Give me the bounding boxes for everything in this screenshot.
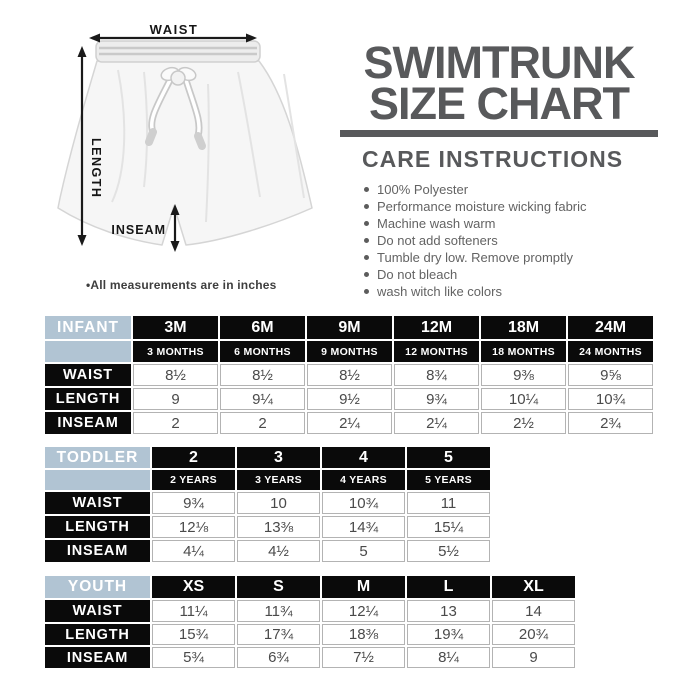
- toddler-size-subheader: 5 YEARS: [407, 470, 490, 490]
- bullet-icon: [364, 272, 369, 277]
- youth-group-label: YOUTH: [45, 576, 150, 598]
- youth-value-cell: 14: [492, 600, 575, 622]
- toddler-size-table: [45, 447, 490, 562]
- infant-row-label: INSEAM: [45, 412, 131, 434]
- toddler-value-cell: 9¾: [152, 492, 235, 514]
- youth-size-header: XL: [492, 576, 575, 598]
- toddler-size-subheader: 3 YEARS: [237, 470, 320, 490]
- infant-size-header: 12M: [394, 316, 479, 339]
- bullet-icon: [364, 187, 369, 192]
- youth-size-header: XS: [152, 576, 235, 598]
- toddler-size-header: 2: [152, 447, 235, 468]
- infant-value-cell: 2¾: [568, 412, 653, 434]
- youth-row-label: LENGTH: [45, 624, 150, 645]
- toddler-value-cell: 12⅛: [152, 516, 235, 538]
- toddler-value-cell: 10: [237, 492, 320, 514]
- bullet-icon: [364, 204, 369, 209]
- youth-size-header: L: [407, 576, 490, 598]
- youth-size-table: [45, 576, 575, 668]
- bullet-icon: [364, 289, 369, 294]
- toddler-value-cell: 10¾: [322, 492, 405, 514]
- page-title-line1: SWIMTRUNK: [363, 37, 635, 88]
- bullet-icon: [364, 221, 369, 226]
- youth-value-cell: 6¾: [237, 647, 320, 668]
- infant-value-cell: 8½: [220, 364, 305, 386]
- toddler-value-cell: 13⅜: [237, 516, 320, 538]
- infant-size-subheader: 12 MONTHS: [394, 341, 479, 362]
- infant-value-cell: 9: [133, 388, 218, 410]
- youth-row-label: WAIST: [45, 600, 150, 622]
- infant-size-subheader: 24 MONTHS: [568, 341, 653, 362]
- toddler-value-cell: 14¾: [322, 516, 405, 538]
- care-item: [364, 266, 587, 283]
- toddler-size-subheader: 4 YEARS: [322, 470, 405, 490]
- infant-value-cell: 8½: [307, 364, 392, 386]
- infant-value-cell: 2: [133, 412, 218, 434]
- care-item-text: 100% Polyester: [377, 182, 469, 197]
- care-item-text: Performance moisture wicking fabric: [377, 199, 587, 214]
- toddler-row-label: INSEAM: [45, 540, 150, 562]
- shorts-illustration: [48, 12, 340, 264]
- care-item-text: Machine wash warm: [377, 216, 496, 231]
- infant-row-label: WAIST: [45, 364, 131, 386]
- infant-value-cell: 9¼: [220, 388, 305, 410]
- youth-row-label: INSEAM: [45, 647, 150, 668]
- toddler-value-cell: 15¼: [407, 516, 490, 538]
- inseam-measure-label: INSEAM: [111, 223, 166, 237]
- infant-size-subheader: 18 MONTHS: [481, 341, 566, 362]
- length-measure-label: LENGTH: [89, 138, 103, 199]
- youth-value-cell: 11¾: [237, 600, 320, 622]
- title-divider: [340, 130, 658, 137]
- youth-value-cell: 5¾: [152, 647, 235, 668]
- infant-size-header: 6M: [220, 316, 305, 339]
- infant-value-cell: 2¼: [307, 412, 392, 434]
- bullet-icon: [364, 238, 369, 243]
- toddler-row-label: LENGTH: [45, 516, 150, 538]
- infant-value-cell: 10¾: [568, 388, 653, 410]
- care-instructions-list: [364, 181, 587, 300]
- toddler-row-label: WAIST: [45, 492, 150, 514]
- waistband: [96, 41, 260, 62]
- infant-size-subheader: 6 MONTHS: [220, 341, 305, 362]
- infant-size-subheader: 3 MONTHS: [133, 341, 218, 362]
- infant-value-cell: 8¾: [394, 364, 479, 386]
- toddler-value-cell: 4½: [237, 540, 320, 562]
- infant-value-cell: 10¼: [481, 388, 566, 410]
- toddler-size-subheader: 2 YEARS: [152, 470, 235, 490]
- infant-value-cell: 9½: [307, 388, 392, 410]
- infant-value-cell: 2: [220, 412, 305, 434]
- care-item: [364, 181, 587, 198]
- care-item-text: Tumble dry low. Remove promptly: [377, 250, 574, 265]
- youth-size-header: S: [237, 576, 320, 598]
- youth-value-cell: 19¾: [407, 624, 490, 645]
- youth-value-cell: 18⅜: [322, 624, 405, 645]
- youth-value-cell: 9: [492, 647, 575, 668]
- care-item-text: Do not bleach: [377, 267, 458, 282]
- youth-value-cell: 7½: [322, 647, 405, 668]
- infant-size-header: 24M: [568, 316, 653, 339]
- shorts-drawing: [48, 12, 340, 264]
- infant-value-cell: 9⅜: [481, 364, 566, 386]
- youth-value-cell: 15¾: [152, 624, 235, 645]
- infant-row-label: LENGTH: [45, 388, 131, 410]
- infant-group-label: INFANT: [45, 316, 131, 339]
- care-instructions-heading: CARE INSTRUCTIONS: [362, 146, 624, 172]
- toddler-value-cell: 5: [322, 540, 405, 562]
- care-item: [364, 215, 587, 232]
- page-title: [340, 37, 658, 129]
- youth-value-cell: 13: [407, 600, 490, 622]
- infant-value-cell: 2½: [481, 412, 566, 434]
- infant-value-cell: 9¾: [394, 388, 479, 410]
- care-item-text: Do not add softeners: [377, 233, 498, 248]
- infant-size-header: 9M: [307, 316, 392, 339]
- bullet-icon: [364, 255, 369, 260]
- page-title-line2: SIZE CHART: [369, 78, 629, 129]
- infant-value-cell: 8½: [133, 364, 218, 386]
- care-item: [364, 232, 587, 249]
- care-item: [364, 283, 587, 300]
- measurements-note: •All measurements are in inches: [86, 278, 277, 292]
- infant-size-table: [45, 316, 653, 434]
- infant-size-subheader: 9 MONTHS: [307, 341, 392, 362]
- care-item-text: wash witch like colors: [377, 284, 502, 299]
- infant-value-cell: 9⅝: [568, 364, 653, 386]
- toddler-value-cell: 5½: [407, 540, 490, 562]
- title-block: [340, 37, 658, 129]
- toddler-group-label: TODDLER: [45, 447, 150, 468]
- toddler-size-header: 3: [237, 447, 320, 468]
- care-item: [364, 198, 587, 215]
- toddler-group-spacer: [45, 470, 150, 490]
- youth-size-header: M: [322, 576, 405, 598]
- care-item: [364, 249, 587, 266]
- youth-value-cell: 12¼: [322, 600, 405, 622]
- youth-value-cell: 20¾: [492, 624, 575, 645]
- toddler-size-header: 4: [322, 447, 405, 468]
- infant-value-cell: 2¼: [394, 412, 479, 434]
- toddler-value-cell: 4¼: [152, 540, 235, 562]
- infant-size-header: 18M: [481, 316, 566, 339]
- infant-group-spacer: [45, 341, 131, 362]
- infant-size-header: 3M: [133, 316, 218, 339]
- waist-measure-label: WAIST: [149, 22, 199, 37]
- youth-value-cell: 8¼: [407, 647, 490, 668]
- youth-value-cell: 17¾: [237, 624, 320, 645]
- youth-value-cell: 11¼: [152, 600, 235, 622]
- toddler-size-header: 5: [407, 447, 490, 468]
- toddler-value-cell: 11: [407, 492, 490, 514]
